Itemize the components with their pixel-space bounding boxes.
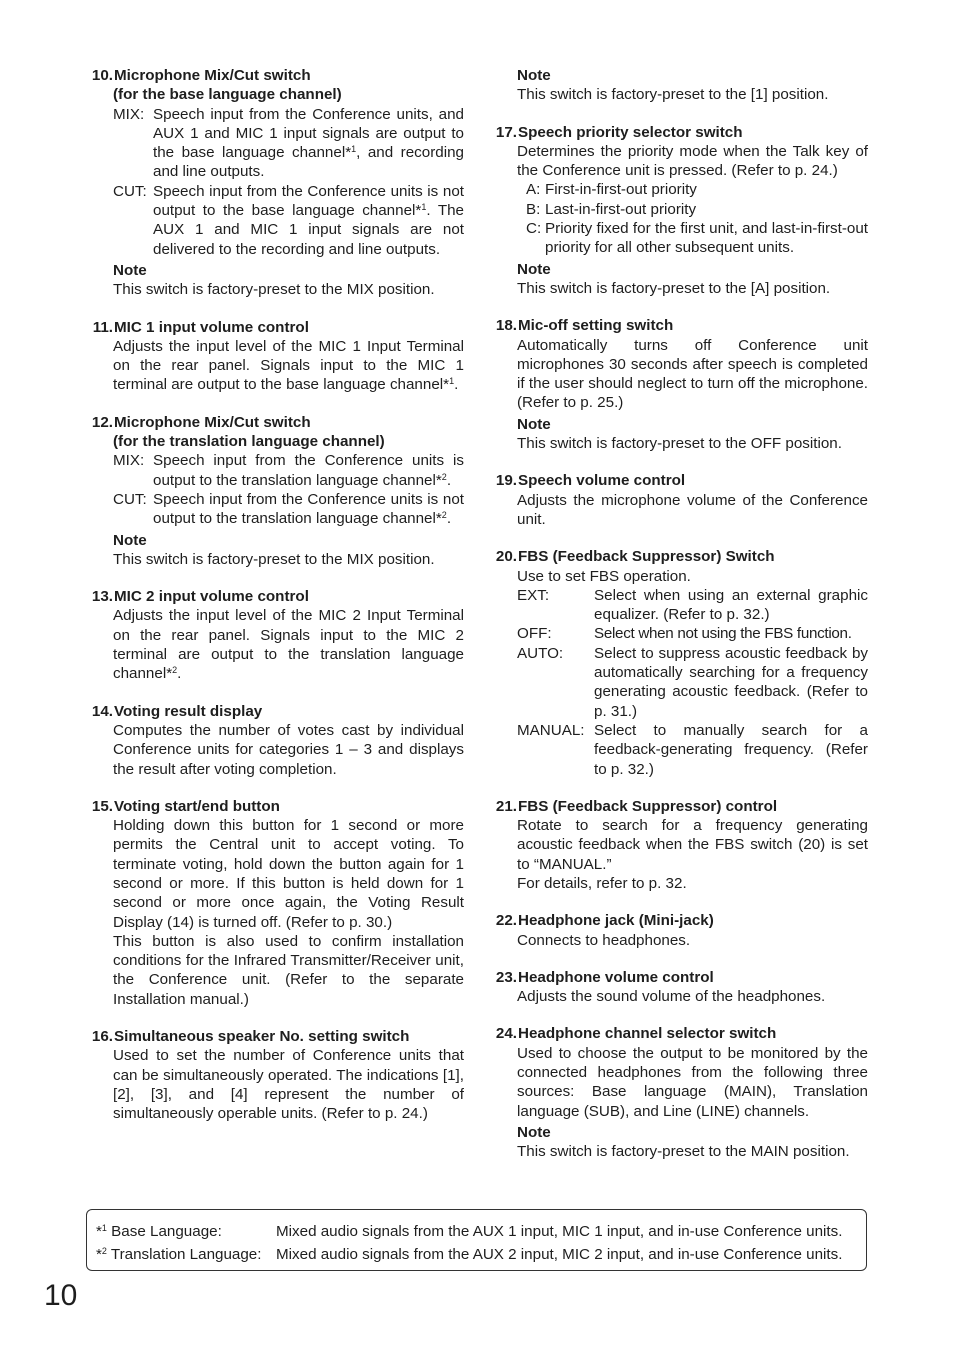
- section-number: 13.: [91, 588, 113, 606]
- section-number: 18.: [495, 317, 517, 335]
- option-manual: [517, 721, 868, 779]
- section-17: [490, 123, 868, 299]
- note-text: This switch is factory-preset to the OFF position.: [517, 435, 842, 453]
- section-body: [86, 606, 464, 683]
- footnote-mark: *: [96, 1246, 102, 1263]
- option-c: [517, 219, 868, 258]
- note-text: This switch is factory-preset to the MIX position.: [113, 550, 435, 568]
- footnote-ref: 2: [441, 510, 447, 521]
- note-label: Note: [517, 415, 551, 433]
- section-body-2: This button is also used to confirm installation conditions for the Infrared Transmitter/Receiver unit, the Conference unit. (Refer to the separate Installation manual.): [113, 932, 464, 1008]
- option-text: Select when not using the FBS function.: [594, 625, 852, 643]
- section-title: FBS (Feedback Suppressor) Switch: [518, 548, 775, 566]
- section-number: 20.: [495, 548, 517, 566]
- section-heading: [86, 413, 464, 432]
- section-body: Computes the number of votes cast by individual Conference units for categories 1 – 3 and displays the result after voting completion.: [113, 721, 464, 778]
- section-body: Adjusts the sound volume of the headphones.: [517, 988, 826, 1006]
- note-text: This switch is factory-preset to the [A] position.: [517, 279, 831, 297]
- section-body: Used to choose the output to be monitored by the connected headphones from the following three sources: Base language (MAIN), Translation language (SUB), and Line (LINE) channels.: [517, 1044, 868, 1120]
- section-subtitle: (for the translation language channel): [113, 433, 385, 451]
- term-desc: [153, 451, 464, 490]
- term-key: MIX:: [113, 452, 145, 470]
- body-text: Adjusts the input level of the MIC 2 Input Terminal on the rear panel. Signals input to the MIC 2 terminal are output to the translation language channel*: [113, 607, 464, 683]
- section-heading: [86, 702, 464, 721]
- term-mix: [113, 451, 464, 490]
- section-18: [490, 316, 868, 453]
- footnote-2: [96, 1243, 858, 1266]
- section-15: [86, 797, 464, 1009]
- section-title: FBS (Feedback Suppressor) control: [518, 797, 778, 815]
- section-24: [490, 1024, 868, 1161]
- section-heading: [86, 797, 464, 816]
- term-key: MIX:: [113, 105, 145, 123]
- footnote-box: [86, 1209, 867, 1271]
- page-number: 10: [44, 1279, 78, 1312]
- section-body: Holding down this button for 1 second or more permits the Central unit to accept voting. To terminate voting, hold down the button again for 1 second or more. If this button is held down for 1 second or more once again, the Voting Result Display (14) is turned off. (Refer to p. 30.): [113, 817, 464, 931]
- section-body: Rotate to search for a frequency generating acoustic feedback when the FBS switch (20) is set to “MANUAL.”: [517, 817, 868, 873]
- footnote-ref: 2: [441, 471, 447, 482]
- section-body: [86, 337, 464, 395]
- section-22: [490, 911, 868, 950]
- footnote-term-label: Base Language:: [111, 1223, 222, 1240]
- option-b: [517, 200, 868, 219]
- section-heading: [490, 797, 868, 816]
- section-title: Voting start/end button: [114, 797, 280, 815]
- section-title: Speech volume control: [518, 472, 686, 490]
- section-heading: [86, 587, 464, 606]
- section-heading: [86, 66, 464, 85]
- section-19: [490, 471, 868, 529]
- section-number: 12.: [91, 413, 113, 431]
- option-ext: [517, 586, 868, 625]
- section-body: Automatically turns off Conference unit microphones 30 seconds after speech is completed if the user should neglect to turn off the microphone. (Refer to p. 25.): [517, 336, 868, 412]
- right-column: [490, 66, 868, 1180]
- note-label: Note: [517, 260, 551, 278]
- option-text: Select to manually search for a feedback-generating frequency. (Refer to p. 32.): [594, 721, 868, 778]
- footnote-ref: 1: [351, 144, 357, 155]
- term-text-after: , and recording and line outputs.: [153, 144, 464, 181]
- note-label: Note: [517, 1123, 551, 1141]
- option-text: Select when using an external graphic equalizer. (Refer to p. 32.): [594, 586, 868, 624]
- footnote-mark: *: [96, 1223, 102, 1240]
- footnote-term-label: Translation Language:: [110, 1246, 262, 1263]
- option-key: B:: [526, 200, 541, 218]
- section-23: [490, 968, 868, 1007]
- term-text-after: .: [446, 471, 452, 489]
- section-number: 11.: [92, 318, 113, 336]
- section-title: Headphone channel selector switch: [518, 1025, 777, 1043]
- note-text: This switch is factory-preset to the [1] position.: [517, 86, 829, 104]
- section-title: Mic-off setting switch: [518, 317, 674, 335]
- footnote-term: [96, 1243, 276, 1266]
- term-text: Speech input from the Conference units, and AUX 1 and MIC 1 input signals are output to the base language channel*: [153, 105, 464, 162]
- section-16: [86, 1027, 464, 1123]
- term-text: Speech input from the Conference units is not output to the base language channel*: [153, 182, 464, 220]
- section-heading: [490, 911, 868, 930]
- section-body-2: For details, refer to p. 32.: [517, 874, 687, 892]
- section-number: 21.: [495, 797, 517, 815]
- term-text-after: .: [446, 510, 452, 528]
- section-body: Determines the priority mode when the Talk key of the Conference unit is pressed. (Refer to p. 24.): [517, 142, 868, 180]
- section-13: [86, 587, 464, 683]
- section-heading: [490, 968, 868, 987]
- footnote-sup: 1: [101, 1223, 107, 1233]
- term-key: CUT:: [113, 490, 147, 508]
- section-11: [86, 318, 464, 395]
- section-title: Speech priority selector switch: [518, 123, 743, 141]
- footnote-1: [96, 1220, 858, 1243]
- section-16-note: [490, 66, 868, 105]
- footnote-sup: 2: [101, 1246, 107, 1256]
- note-label: Note: [113, 261, 147, 279]
- term-desc: [153, 490, 464, 529]
- section-number: 17.: [495, 123, 517, 141]
- footnote-ref: 2: [172, 665, 178, 676]
- option-a: [517, 180, 868, 199]
- section-21: [490, 797, 868, 893]
- option-key: OFF:: [517, 625, 552, 643]
- section-title: Voting result display: [114, 702, 263, 720]
- section-number: 19.: [495, 472, 517, 490]
- section-heading: [490, 471, 868, 490]
- section-heading: [490, 547, 868, 566]
- section-body: Used to set the number of Conference units that can be simultaneously operated. The indications [1], [2], [3], and [4] represent the number of simultaneously operable units. (Refer to p. 24.): [113, 1047, 464, 1123]
- term-key: CUT:: [113, 182, 147, 200]
- footnote-ref: 1: [421, 202, 427, 213]
- section-number: 16.: [91, 1028, 113, 1046]
- section-title: Headphone jack (Mini-jack): [518, 912, 714, 930]
- option-key: EXT:: [517, 586, 550, 604]
- term-text-after: . The AUX 1 and MIC 1 input signals are not delivered to the recording and line outputs.: [153, 202, 464, 258]
- term-desc: [153, 105, 464, 182]
- section-number: 10.: [91, 67, 113, 84]
- note-text: This switch is factory-preset to the MAIN position.: [517, 1143, 850, 1161]
- section-title: Microphone Mix/Cut switch: [114, 67, 311, 84]
- section-20: [490, 547, 868, 779]
- body-text-after: .: [454, 376, 459, 394]
- section-subtitle: (for the base language channel): [113, 86, 342, 104]
- section-heading: [86, 1027, 464, 1046]
- body-text: Adjusts the input level of the MIC 1 Input Terminal on the rear panel. Signals input to the MIC 1 terminal are output to the base language channel*: [113, 337, 464, 394]
- section-number: 15.: [91, 797, 113, 815]
- option-text: First-in-first-out priority: [545, 181, 697, 199]
- footnote-text: Mixed audio signals from the AUX 2 input, MIC 2 input, and in-use Conference units.: [276, 1246, 843, 1263]
- footnote-text: Mixed audio signals from the AUX 1 input, MIC 1 input, and in-use Conference units.: [276, 1223, 843, 1240]
- section-number: 23.: [495, 968, 517, 986]
- section-number: 22.: [495, 912, 517, 930]
- section-12: [86, 413, 464, 569]
- section-10: [86, 66, 464, 300]
- section-title: MIC 2 input volume control: [114, 588, 309, 606]
- option-auto: [517, 644, 868, 721]
- section-title: MIC 1 input volume control: [114, 318, 309, 336]
- section-title: Simultaneous speaker No. setting switch: [114, 1028, 410, 1046]
- option-text: Select to suppress acoustic feedback by automatically searching for a frequency generating acoustic feedback. (Refer to p. 31.): [594, 644, 868, 720]
- section-number: 24.: [495, 1025, 517, 1043]
- term-text: Speech input from the Conference units is output to the translation language channel*: [153, 452, 464, 489]
- section-body: Connects to headphones.: [517, 931, 691, 949]
- section-heading: [86, 318, 464, 337]
- term-text: Speech input from the Conference units is not output to the translation language channel*: [153, 490, 464, 528]
- section-heading: [490, 1024, 868, 1043]
- option-text: Priority fixed for the first unit, and last-in-first-out priority for all other subsequent units.: [545, 220, 868, 257]
- term-desc: [153, 182, 464, 259]
- option-key: C:: [526, 220, 542, 238]
- section-body: Adjusts the microphone volume of the Conference unit.: [517, 491, 868, 528]
- section-title: Headphone volume control: [518, 968, 714, 986]
- note-label: Note: [517, 67, 551, 84]
- section-14: [86, 702, 464, 779]
- term-mix: [113, 105, 464, 182]
- body-text-after: .: [177, 665, 182, 683]
- note-label: Note: [113, 531, 147, 549]
- term-cut: [113, 490, 464, 529]
- term-cut: [113, 182, 464, 259]
- section-number: 14.: [91, 702, 113, 720]
- section-heading: [490, 316, 868, 335]
- section-title: Microphone Mix/Cut switch: [114, 413, 311, 431]
- section-body: Use to set FBS operation.: [517, 567, 691, 585]
- option-text: Last-in-first-out priority: [545, 200, 697, 218]
- left-column: [86, 66, 464, 1142]
- option-key: A:: [526, 181, 541, 199]
- option-off: [517, 624, 868, 643]
- section-heading: [490, 123, 868, 142]
- footnote-term: [96, 1220, 276, 1243]
- option-key: AUTO:: [517, 644, 564, 662]
- footnote-ref: 1: [449, 376, 455, 387]
- option-key: MANUAL:: [517, 721, 585, 739]
- note-text: This switch is factory-preset to the MIX position.: [113, 281, 435, 299]
